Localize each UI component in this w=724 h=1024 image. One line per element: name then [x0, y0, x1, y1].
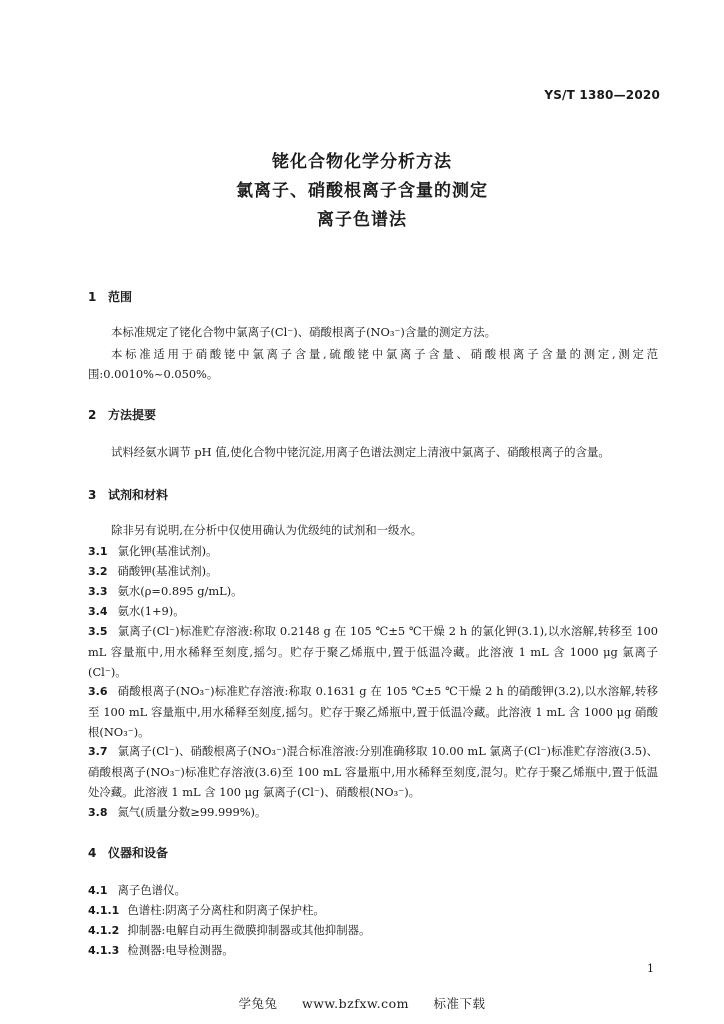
section-3-heading [88, 486, 168, 503]
list-item [88, 621, 658, 682]
item-text: 氯离子(Cl⁻)标准贮存溶液:称取 0.2148 g 在 105 ℃±5 ℃干燥 2 h 的氯化钾(3.1),以水溶解,转移至 100 mL 容量瓶中,用水稀释至刻度,摇匀。贮存于聚乙烯瓶中,置于低温冷藏。此溶液 1 mL 含 1000 μg 氯离子(Cl⁻)。 [88, 624, 658, 679]
item-number: 4.1.1 [88, 904, 120, 917]
list-item [88, 541, 658, 562]
section-number: 1 [88, 290, 97, 304]
item-text: 硝酸根离子(NO₃⁻)标准贮存溶液:称取 0.1631 g 在 105 ℃±5 ℃干燥 2 h 的硝酸钾(3.2),以水溶解,转移至 100 mL 容量瓶中,用水稀释至刻度,摇匀。贮存于聚乙烯瓶中,置于低温冷藏。此溶液 1 mL 含 1000 μg 硝酸根(NO₃⁻)。 [88, 684, 658, 739]
item-text: 抑制器:电解自动再生微膜抑制器或其他抑制器。 [127, 923, 371, 937]
paragraph: 试料经氨水调节 pH 值,使化合物中铑沉淀,用离子色谱法测定上清液中氯离子、硝酸根离子的含量。 [111, 445, 610, 459]
paragraph: 本标准适用于硝酸铑中氯离子含量,硫酸铑中氯离子含量、硝酸根离子含量的测定,测定范围:0.0010%~0.050%。 [88, 347, 658, 381]
item-number: 3.5 [88, 625, 108, 638]
section-1-heading [88, 288, 132, 305]
item-number: 3.6 [88, 685, 108, 698]
list-item [88, 681, 658, 742]
document-title [0, 148, 724, 235]
item-text: 氨水(1+9)。 [117, 604, 185, 618]
item-number: 4.1.3 [88, 944, 120, 957]
title-line-3: 离子色谱法 [317, 210, 407, 230]
item-number: 4.1 [88, 884, 108, 897]
item-number: 4.1.2 [88, 924, 120, 937]
section-title: 仪器和设备 [108, 846, 169, 860]
item-number: 3.3 [88, 585, 108, 598]
page-number: 1 [647, 962, 654, 975]
section-2-heading [88, 406, 156, 423]
item-text: 检测器:电导检测器。 [127, 943, 234, 957]
title-line-2: 氯离子、硝酸根离子含量的测定 [236, 181, 488, 201]
item-number: 3.7 [88, 745, 108, 758]
item-number: 3.8 [88, 806, 108, 819]
list-item [88, 920, 658, 941]
list-item [88, 802, 658, 823]
list-item [88, 581, 658, 602]
item-text: 氨水(ρ=0.895 g/mL)。 [117, 584, 243, 598]
item-text: 氮气(质量分数≥99.999%)。 [117, 805, 267, 819]
footer-site-name: 学兔兔 [238, 996, 278, 1011]
paragraph: 本标准规定了铑化合物中氯离子(Cl⁻)、硝酸根离子(NO₃⁻)含量的测定方法。 [111, 325, 496, 339]
list-item [88, 900, 658, 921]
item-text: 硝酸钾(基准试剂)。 [117, 564, 218, 578]
section-title: 方法提要 [108, 408, 157, 422]
list-item [88, 561, 658, 582]
section-number: 4 [88, 846, 97, 860]
title-line-1: 铑化合物化学分析方法 [272, 152, 452, 172]
section-number: 3 [88, 488, 97, 502]
footer-tagline: 标准下载 [433, 996, 486, 1011]
item-number: 3.1 [88, 545, 108, 558]
list-item [88, 880, 658, 901]
standard-code: YS/T 1380—2020 [544, 88, 660, 102]
list-item [88, 940, 658, 961]
list-item [88, 741, 658, 802]
section-4-heading [88, 844, 168, 861]
item-text: 离子色谱仪。 [117, 883, 186, 897]
item-text: 氯化钾(基准试剂)。 [117, 544, 218, 558]
section-number: 2 [88, 408, 97, 422]
list-item [88, 601, 658, 622]
item-number: 3.4 [88, 605, 108, 618]
section-title: 试剂和材料 [108, 488, 169, 502]
section-title: 范围 [108, 290, 133, 304]
item-number: 3.2 [88, 565, 108, 578]
footer-watermark [0, 994, 724, 1012]
item-text: 色谱柱:阴离子分离柱和阴离子保护柱。 [127, 903, 325, 917]
paragraph: 除非另有说明,在分析中仅使用确认为优级纯的试剂和一级水。 [111, 523, 423, 537]
item-text: 氯离子(Cl⁻)、硝酸根离子(NO₃⁻)混合标准溶液:分别准确移取 10.00 mL 氯离子(Cl⁻)标准贮存溶液(3.5)、硝酸根离子(NO₃⁻)标准贮存溶液(3.6)至 100 mL 容量瓶中,用水稀释至刻度,混匀。贮存于聚乙烯瓶中,置于低温处冷藏。此溶液 1 mL 含 100 μg 氯离子(Cl⁻)、硝酸根(NO₃⁻)。 [88, 744, 658, 799]
footer-url[interactable]: www.bzfxw.com [302, 996, 409, 1011]
